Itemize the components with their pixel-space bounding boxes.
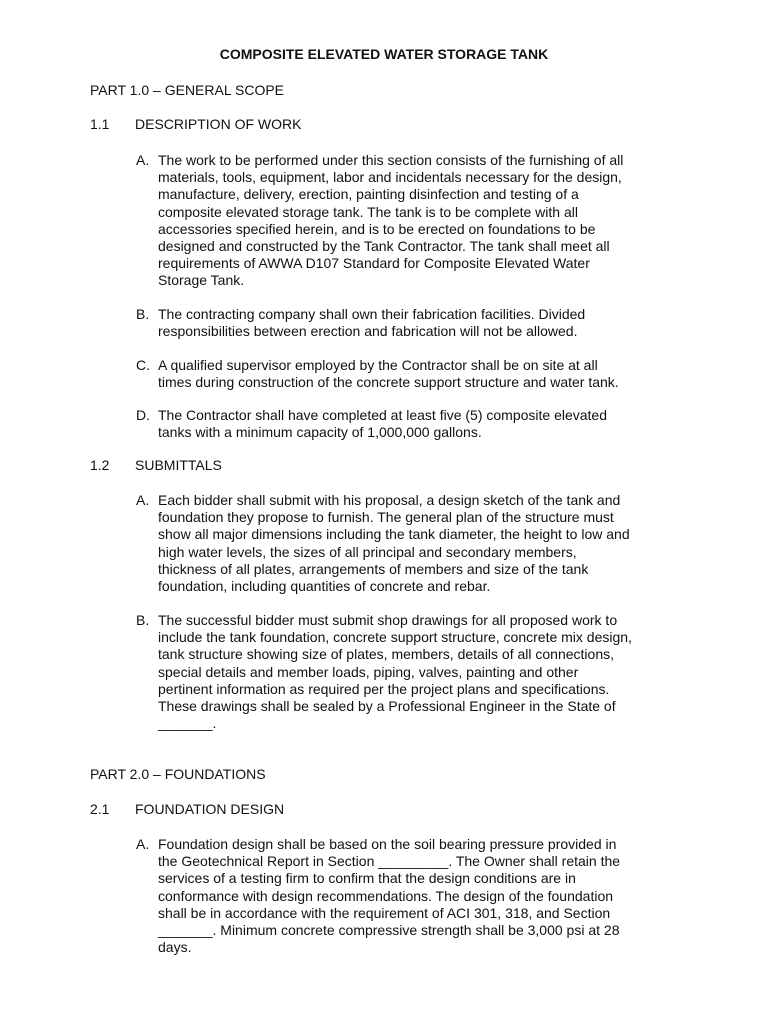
part1-heading: PART 1.0 – GENERAL SCOPE xyxy=(90,82,285,98)
section-2-1-heading: FOUNDATION DESIGN xyxy=(135,801,285,817)
section-2-1-number: 2.1 xyxy=(90,801,110,817)
section-1-2-number: 1.2 xyxy=(90,457,110,473)
item-1-1-d-letter: D. xyxy=(136,407,150,423)
section-1-1-number: 1.1 xyxy=(90,116,110,132)
item-1-1-c-letter: C. xyxy=(136,357,150,373)
item-1-2-a-text: Each bidder shall submit with his proposal, a design sketch of the tank and foundation they propose to furnish. The general plan of the structure must show all major dimensions including the tank diameter, the height to low and high water levels, the sizes of all principal and secondary members, thickness of all plates, arrangements of members and size of the tank foundation, including quantities of concrete and rebar. xyxy=(158,492,630,595)
item-1-1-b-text: The contracting company shall own their fabrication facilities. Divided responsibilities between erection and fabrication will not be allowed. xyxy=(158,306,586,340)
section-1-1-heading: DESCRIPTION OF WORK xyxy=(135,116,302,132)
item-1-2-b-text: The successful bidder must submit shop drawings for all proposed work to include the tank foundation, concrete support structure, concrete mix design, tank structure showing size of plates, members, details of all connections, special details and member loads, piping, valves, painting and other pertinent information as required per the project plans and specifications. These drawings shall be sealed by a Professional Engineer in the State of _______. xyxy=(158,612,632,732)
item-1-1-a-text: The work to be performed under this section consists of the furnishing of all materials, tools, equipment, labor and incidentals necessary for the design, manufacture, delivery, erection, painting disinfection and testing of a composite elevated storage tank. The tank is to be complete with all accessories specified herein, and is to be erected on foundations to be designed and constructed by the Tank Contractor. The tank shall meet all requirements of AWWA D107 Standard for Composite Elevated Water Storage Tank. xyxy=(158,152,624,289)
item-1-1-b-letter: B. xyxy=(136,306,150,322)
item-1-1-a-letter: A. xyxy=(136,152,150,168)
item-1-2-a-letter: A. xyxy=(136,492,150,508)
item-1-1-d-text: The Contractor shall have completed at least five (5) composite elevated tanks with a minimum capacity of 1,000,000 gallons. xyxy=(158,407,608,441)
section-1-2-heading: SUBMITTALS xyxy=(135,457,222,473)
item-1-2-b-letter: B. xyxy=(136,612,150,628)
item-2-1-a-letter: A. xyxy=(136,836,150,852)
item-2-1-a-text: Foundation design shall be based on the soil bearing pressure provided in the Geotechnical Report in Section _________. The Owner shall retain the services of a testing firm to confirm that the design conditions are in conformance with design recommendations. The design of the foundation shall be in accordance with the requirement of ACI 301, 318, and Section _______. Minimum concrete compressive strength shall be 3,000 psi at 28 days. xyxy=(158,836,621,956)
part2-heading: PART 2.0 – FOUNDATIONS xyxy=(90,766,266,782)
document-title: COMPOSITE ELEVATED WATER STORAGE TANK xyxy=(219,46,549,62)
item-1-1-c-text: A qualified supervisor employed by the Contractor shall be on site at all times during construction of the concrete support structure and water tank. xyxy=(158,357,619,391)
